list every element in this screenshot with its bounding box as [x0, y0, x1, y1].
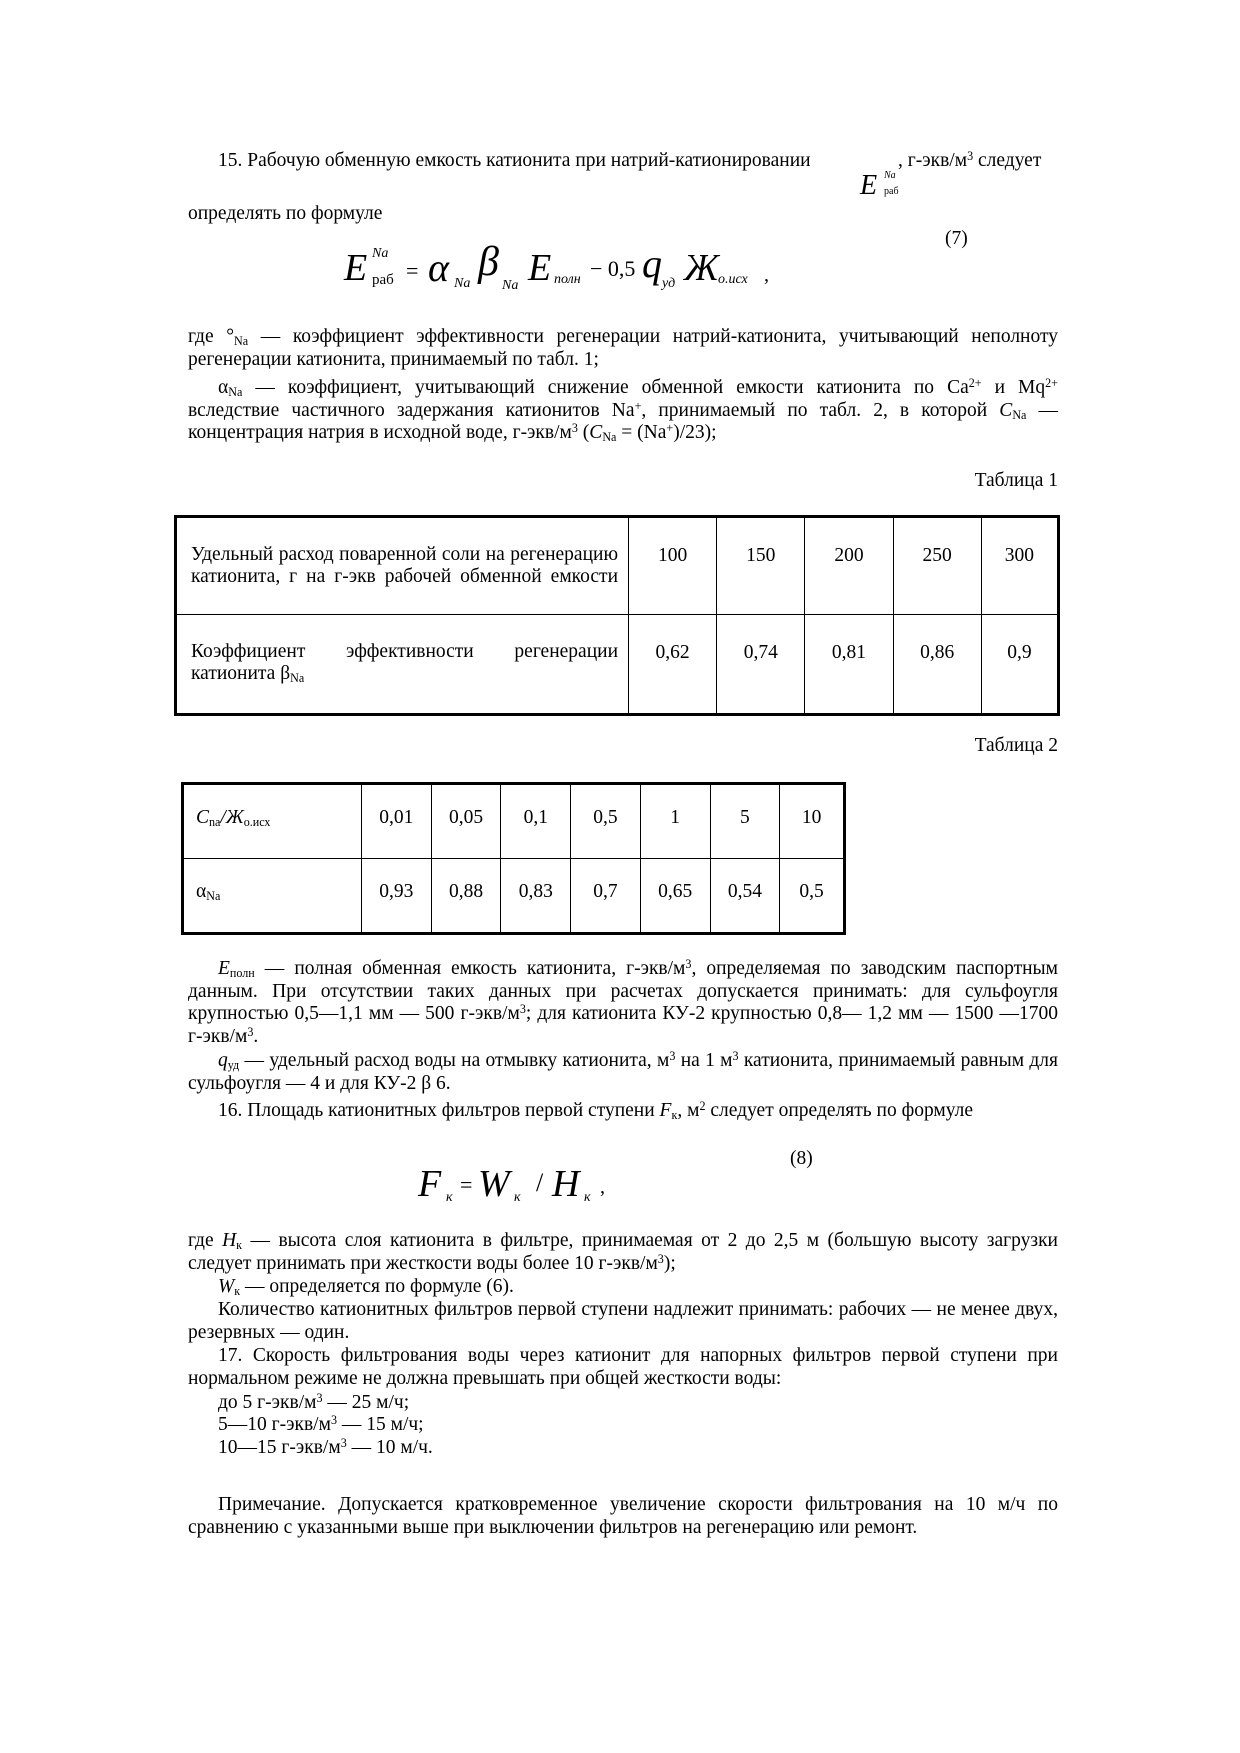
table-cell: 0,1 — [501, 784, 571, 859]
table-cell: 0,7 — [571, 859, 641, 934]
table-cell: 0,83 — [501, 859, 571, 934]
paragraph-15: 15. Рабочую обменную емкость катионита при натрий-катионировании — [218, 150, 811, 171]
table-2 — [181, 782, 846, 935]
table-2-caption: Таблица 2 — [974, 735, 1058, 756]
formula-8-number: (8) — [790, 1148, 813, 1169]
table-2-row1-label: $C_{na}/Ж_{о.исх}$ — [183, 784, 362, 859]
e-rab-symbol: E Na раб — [860, 170, 899, 201]
table-cell: 1 — [640, 784, 710, 859]
table-cell: 300 — [981, 517, 1058, 615]
q-ud-paragraph: $q_{уд}$ — удельный расход воды на отмывку катионита, $м^3$ на 1 $м^3$ катионита, принимаемый равным для сульфоугля — 4 и для КУ-2 β 6. — [188, 1048, 1058, 1094]
paragraph-17: 17. Скорость фильтрования воды через катионит для напорных фильтров первой ступени при нормальном режиме не должна превышать при общей жесткости воды: — [188, 1345, 1058, 1389]
table-row — [183, 859, 845, 934]
table-cell: 0,86 — [893, 615, 981, 715]
paragraph-15-units: , $г-экв/м^3$ следует — [898, 148, 1042, 171]
paragraph-16: 16. Площадь катионитных фильтров первой ступени $F_к$, $м^2$ следует определять по формуле — [218, 1098, 974, 1123]
table-2-row2-label: $\alpha_{Na}$ — [183, 859, 362, 934]
table-1-row2-label: Коэффициент эффективности регенерации катионита $\beta_{Na}$ — [176, 615, 629, 715]
table-row — [176, 615, 1059, 715]
speed-line-3: 10—15 $г-экв/м^3$ — 10 м/ч. — [218, 1435, 433, 1458]
paragraph-15-line2: определять по формуле — [188, 203, 383, 224]
table-cell: 200 — [805, 517, 893, 615]
speed-line-2: 5—10 $г-экв/м^3$ — 15 м/ч; — [218, 1412, 424, 1435]
speed-line-1: до 5 $г-экв/м^3$ — 25 м/ч; — [218, 1390, 410, 1413]
table-cell: 0,93 — [362, 859, 432, 934]
table-1 — [174, 515, 1060, 716]
table-cell: 0,01 — [362, 784, 432, 859]
table-1-caption: Таблица 1 — [974, 470, 1058, 491]
e-poln-paragraph: $E_{полн}$ — полная обменная емкость катионита, $г-экв/м^3$, определяемая по заводским паспортным данным. При отсутствии таких данных при расчетах допускается принимать: для сульфоугля крупностью 0,5—1,1 мм — 500 $г-экв/м^3$; для катионита КУ-2 крупностью 0,8— 1,2 мм — 1500 —1700 $г-экв/м^3$. — [188, 956, 1058, 1047]
table-cell: 5 — [710, 784, 780, 859]
table-cell: 100 — [629, 517, 717, 615]
table-cell: 0,5 — [571, 784, 641, 859]
table-cell: 0,81 — [805, 615, 893, 715]
table-cell: 0,54 — [710, 859, 780, 934]
note-paragraph: Примечание. Допускается кратковременное увеличение скорости фильтрования на 10 м/ч по сравнению с указанными выше при выключении фильтров на регенерацию или ремонт. — [188, 1494, 1058, 1538]
table-cell: 250 — [893, 517, 981, 615]
table-cell: 0,5 — [780, 859, 845, 934]
table-cell: 0,88 — [431, 859, 501, 934]
table-cell: 150 — [717, 517, 805, 615]
where-w-line: $W_к$ — определяется по формуле (6). — [218, 1276, 514, 1299]
row2-label-tail: катионита β — [191, 663, 291, 684]
where-alpha-paragraph: $\alpha_{Na}$ — коэффициент, учитывающий снижение обменной емкости катионита по $Ca^{2+}$ и $Mq^{2+}$ вследствие частичного задержания катионитов Na+, принимаемый по табл. 2, в которой $C_{Na}$ — концентрация натрия в исходной воде, $г-экв/м^3$ $(C_{Na} = (Na^+)/23)$; — [188, 375, 1059, 445]
table-1-row1-label: Удельный расход поваренной соли на регенерацию катионита, г на г-экв рабочей обменной емкости — [176, 517, 629, 615]
formula-7-number: (7) — [945, 228, 968, 249]
table-cell: 0,62 — [629, 615, 717, 715]
formula-8: F к = W к / H к , — [418, 1163, 605, 1205]
table-row — [176, 517, 1059, 615]
table-cell: 0,65 — [640, 859, 710, 934]
table-cell: 0,9 — [981, 615, 1058, 715]
where-beta-paragraph: где $^\circ_{Na}$ — коэффициент эффективности регенерации натрий-катионита, учитывающий неполноту регенерации катионита, принимаемый по табл. 1; — [188, 326, 1058, 370]
filter-count-paragraph: Количество катионитных фильтров первой ступени надлежит принимать: рабочих — не менее двух, резервных — один. — [188, 1299, 1058, 1343]
formula-7: E Na раб = α Na β Na E полн − 0,5 q уд Ж о.исх , — [344, 239, 769, 293]
table-row — [183, 784, 845, 859]
table-cell: 0,05 — [431, 784, 501, 859]
table-cell: 0,74 — [717, 615, 805, 715]
table-cell: 10 — [780, 784, 845, 859]
where-h-paragraph: где $H_к$ — высота слоя катионита в фильтре, принимаемая от 2 до 2,5 м (большую высоту загрузки следует принимать при жесткости воды более 10 $г-экв/м^3$); — [188, 1230, 1058, 1274]
